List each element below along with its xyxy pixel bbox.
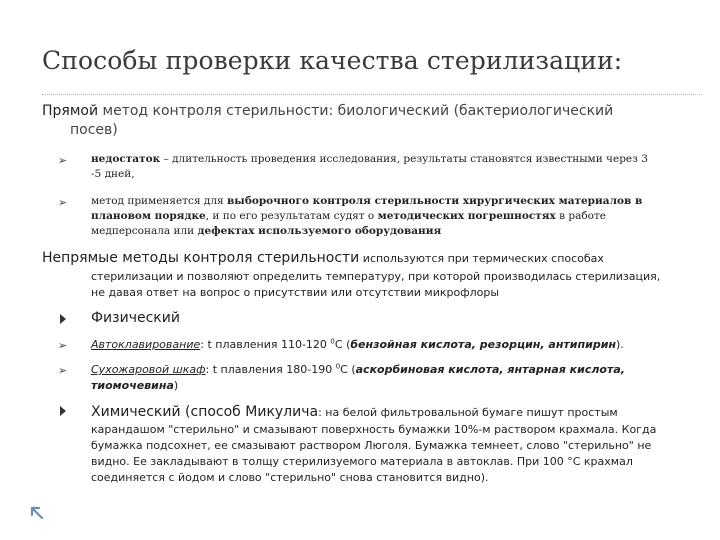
slide-nav-arrow-icon[interactable]	[30, 506, 44, 520]
autoclave-degree: 0	[330, 337, 335, 346]
chevron-bullet-icon: ➢	[58, 196, 68, 209]
usage-text-a: метод применяется для	[91, 195, 227, 207]
usage-text-d: медперсонала или	[91, 225, 198, 237]
chemical-paragraph	[91, 401, 711, 486]
indirect-text-1: используются при термических способах	[359, 252, 604, 265]
drawback-item	[91, 152, 701, 182]
triangle-bullet-icon	[60, 406, 66, 416]
usage-bold-4: дефектах используемого оборудования	[197, 225, 442, 237]
direct-lead-word: Прямой	[42, 103, 99, 119]
chemical-text-1: : на белой фильтровальной бумаге пишут простым	[318, 406, 618, 419]
drawback-text: – длительность проведения исследования, результаты становятся известными через 3	[160, 153, 648, 165]
direct-lead-text: метод контроля стерильности: биологический (бактериологический	[98, 103, 614, 119]
chemical-text-3: бумажка подсохнет, ее смазывают раствором Люголя. Бумажка темнеет, слово "стерильно" не	[91, 439, 652, 452]
autoclave-temp: : t плавления 110-120	[200, 338, 331, 351]
usage-bold-2: плановом порядке	[91, 210, 206, 222]
triangle-bullet-icon	[60, 314, 66, 324]
dry-heat-item	[91, 362, 706, 394]
dry-heat-degree: 0	[335, 362, 341, 371]
indirect-text-2: стерилизации и позволяют определить температуру, при которой производилась стерилизация,	[91, 270, 661, 283]
chemical-lead: Химический (способ Микулича	[91, 404, 319, 420]
dry-heat-label: Сухожаровой шкаф	[91, 363, 206, 376]
dry-heat-unit: С (	[340, 363, 356, 376]
autoclave-label: Автоклавирование	[91, 338, 201, 351]
drawback-bold: недостаток	[91, 153, 161, 165]
chevron-bullet-icon: ➢	[58, 364, 68, 377]
drawback-text-2: -5 дней,	[91, 168, 135, 180]
indirect-text-3: не давая ответ на вопрос о присутствии или отсутствии микрофлоры	[91, 286, 500, 299]
usage-bold-1: выборочного контроля стерильности хирургических материалов в	[227, 195, 643, 207]
indirect-method-paragraph	[42, 247, 707, 301]
physical-heading: Физический	[91, 310, 180, 326]
page-title: Способы проверки качества стерилизации:	[42, 46, 623, 75]
dry-heat-temp: : t плавления 180-190	[205, 363, 336, 376]
dry-heat-end: )	[173, 379, 179, 392]
autoclave-end: ).	[616, 338, 624, 351]
chevron-bullet-icon: ➢	[58, 154, 68, 167]
direct-lead-cont: посев)	[70, 122, 118, 138]
indirect-lead: Непрямые методы контроля стерильности	[42, 250, 360, 266]
chemical-text-4: видно. Ее закладывают в толщу стерилизуемого материала в автоклав. При 100 °С крахмал	[91, 455, 633, 468]
usage-item	[91, 194, 701, 239]
autoclave-item	[91, 337, 706, 353]
autoclave-substances: бензойная кислота, резорцин, антипирин	[350, 338, 617, 351]
dry-heat-substances-1: аскорбиновая кислота, янтарная кислота,	[355, 363, 625, 376]
dry-heat-substances-2: тиомочевина	[91, 379, 174, 392]
chemical-text-5: соединяется с йодом и слово "стерильно" снова становится видно).	[91, 471, 489, 484]
autoclave-unit: С (	[334, 338, 351, 351]
usage-text-c: в работе	[555, 210, 607, 222]
title-divider	[42, 94, 702, 95]
usage-bold-3: методических погрешностях	[377, 210, 556, 222]
chemical-text-2: карандашом "стерильно" и смазывают поверхность бумажки 10%-м раствором крахмала. Когда	[91, 423, 657, 436]
usage-text-b: , и по его результатам судят о	[205, 210, 378, 222]
chevron-bullet-icon: ➢	[58, 339, 68, 352]
direct-method-paragraph	[42, 102, 702, 140]
